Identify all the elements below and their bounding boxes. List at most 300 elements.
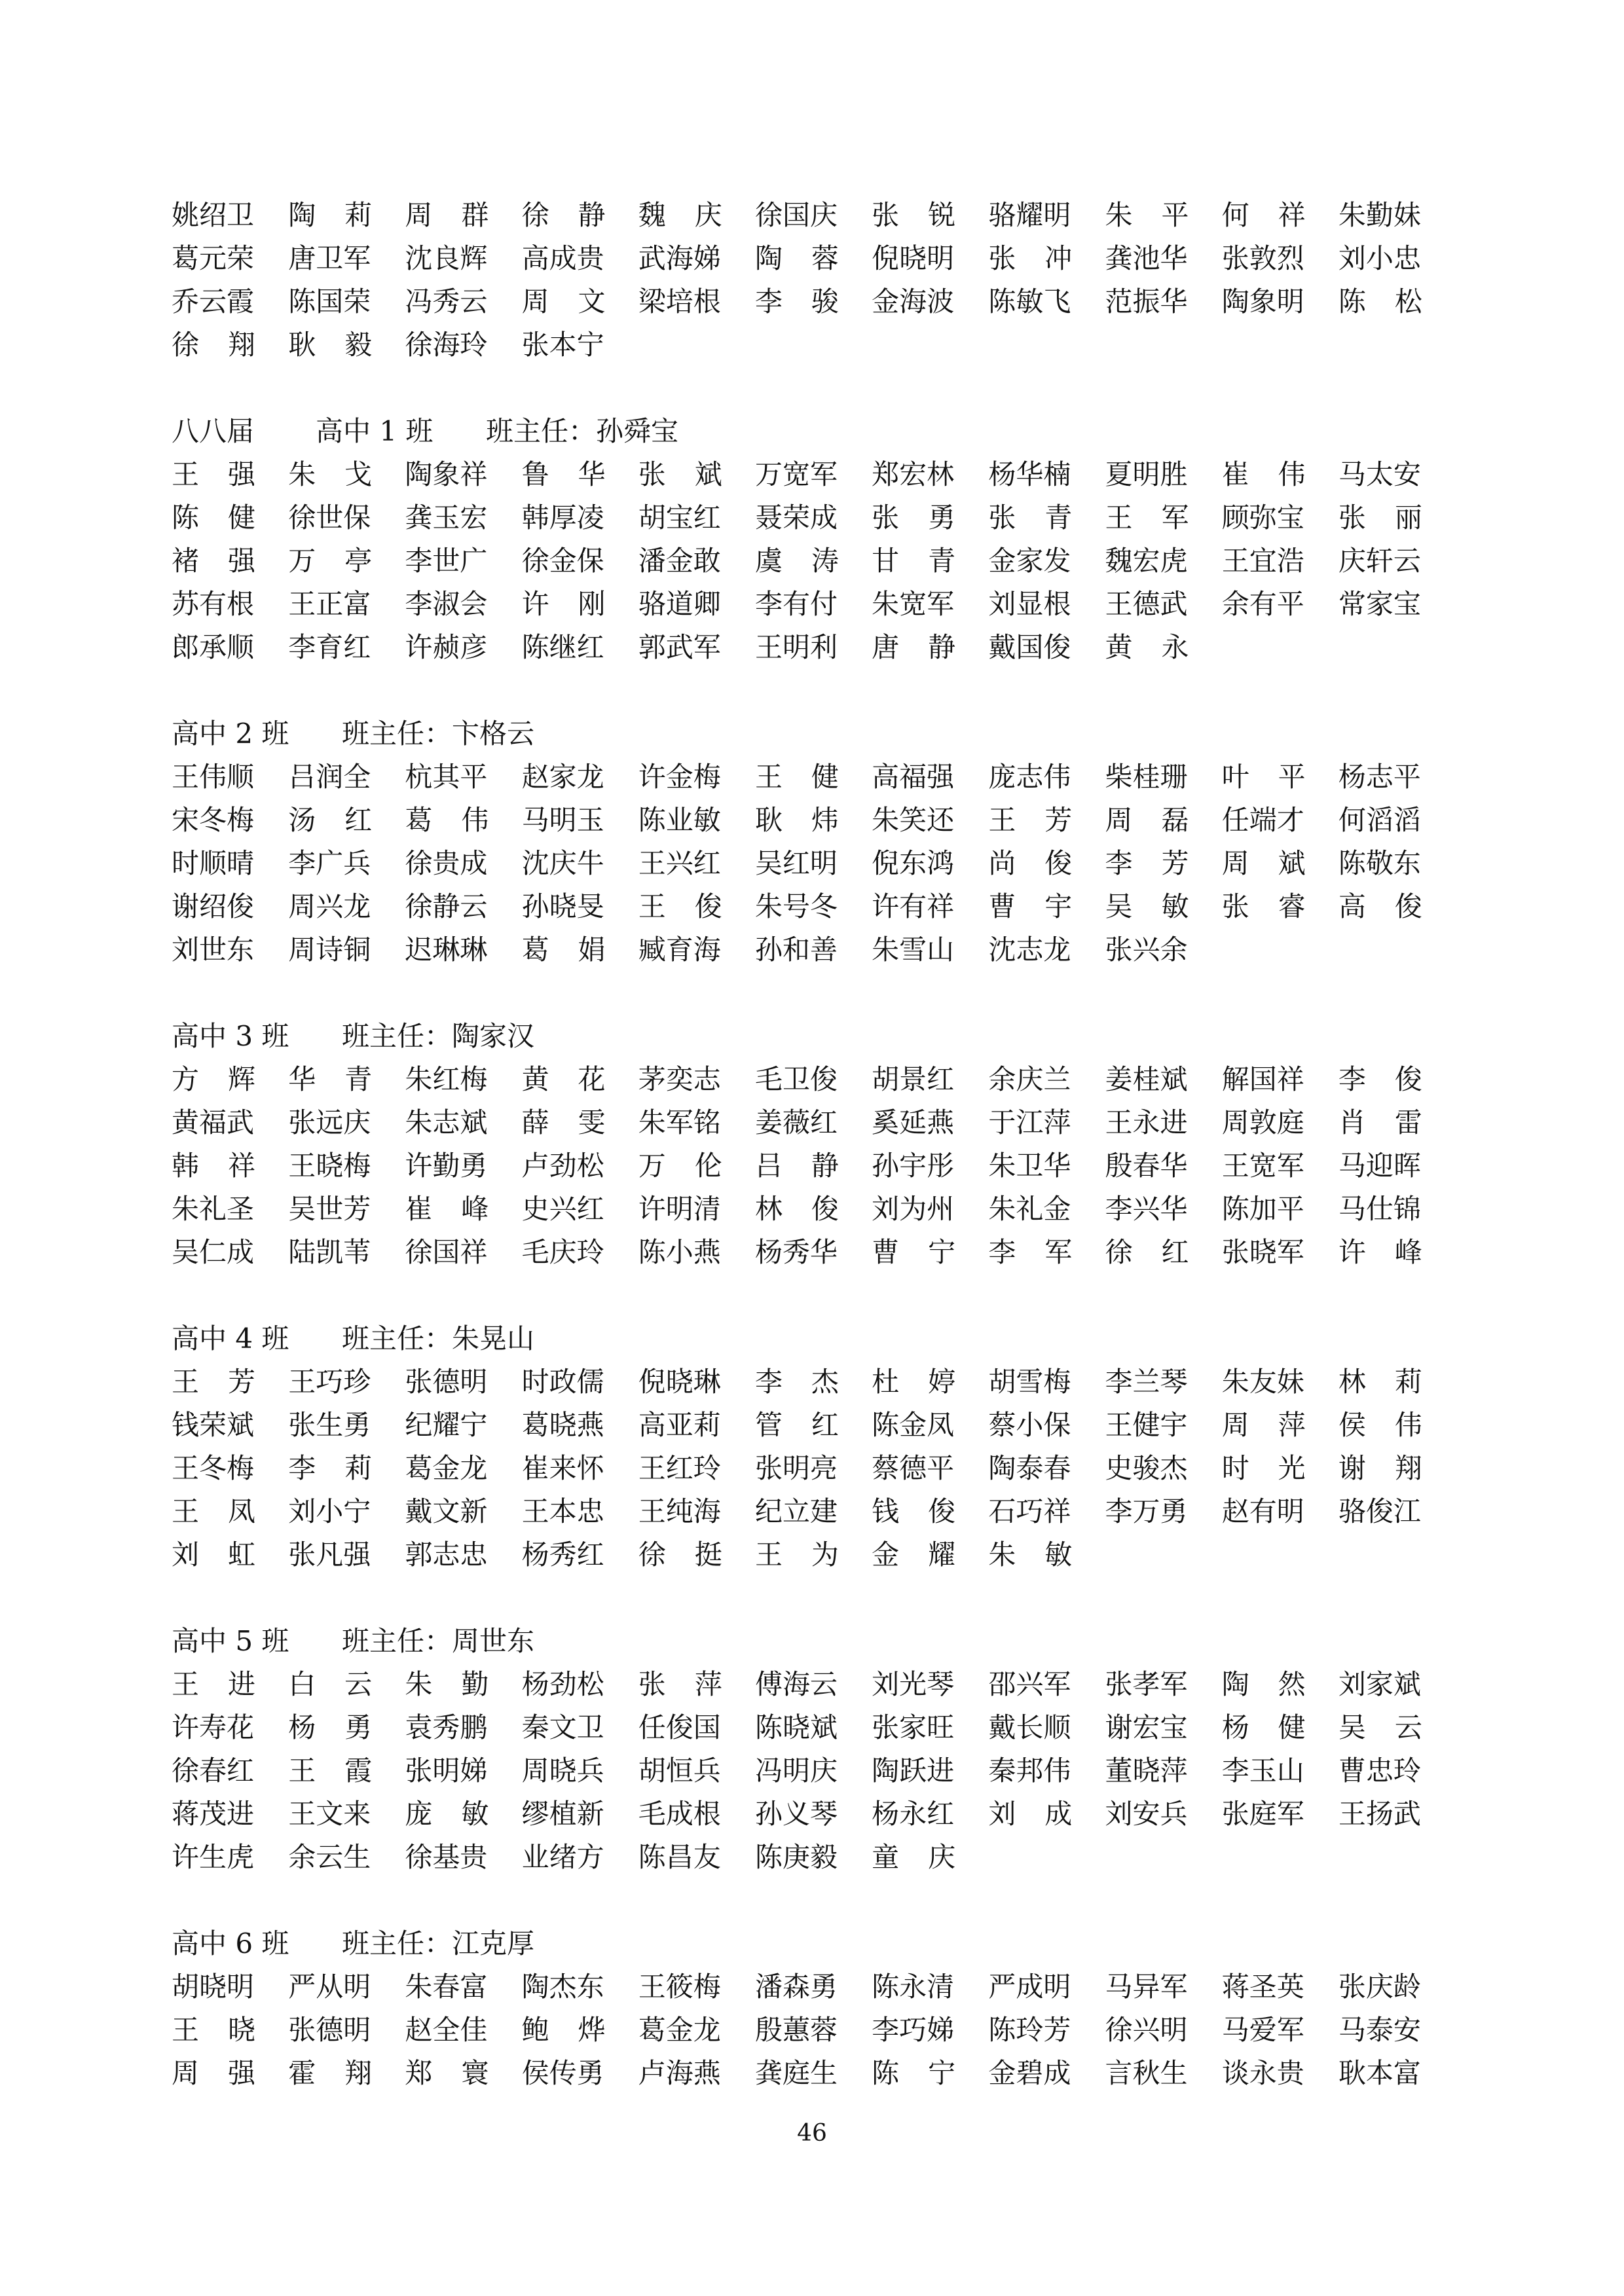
student-name: 奚延燕	[872, 1106, 955, 1139]
student-name: 白 云	[288, 1668, 373, 1700]
student-name: 朱 敏	[988, 1539, 1073, 1571]
student-name: 葛金龙	[638, 2014, 721, 2046]
student-name: 陈敬东	[1338, 847, 1421, 879]
student-name: 许勤勇	[405, 1150, 488, 1182]
name-row	[172, 194, 1455, 237]
student-name: 谢宏宝	[1105, 1711, 1188, 1743]
name-row	[172, 1188, 1455, 1231]
student-name: 侯 伟	[1338, 1409, 1422, 1441]
student-name: 冯明庆	[754, 1755, 838, 1787]
student-name: 周敦庭	[1221, 1106, 1304, 1139]
student-name: 陈敏飞	[988, 285, 1071, 318]
student-name: 李育红	[288, 631, 371, 663]
student-name: 赵家龙	[521, 761, 604, 793]
head-teacher: 班主任：孙舜宝	[486, 415, 679, 447]
student-name: 吴世芳	[288, 1193, 371, 1225]
student-name: 戴长顺	[988, 1711, 1071, 1743]
student-name: 庆轩云	[1338, 545, 1421, 577]
student-name: 毛卫俊	[754, 1063, 838, 1095]
student-name: 葛晓燕	[521, 1409, 604, 1441]
student-name: 陶泰春	[988, 1452, 1071, 1484]
student-name: 王 为	[754, 1539, 839, 1571]
name-row	[172, 1533, 1455, 1576]
student-name: 王正富	[288, 588, 371, 620]
student-name: 余庆兰	[988, 1063, 1071, 1095]
student-name: 解国祥	[1221, 1063, 1304, 1095]
student-name: 业绪方	[521, 1841, 604, 1873]
student-name: 魏 庆	[638, 199, 722, 231]
name-row	[172, 1663, 1455, 1706]
name-row	[172, 756, 1455, 799]
student-name: 毛庆玲	[521, 1236, 604, 1268]
student-name: 张生勇	[288, 1409, 371, 1441]
student-name: 林 莉	[1338, 1366, 1422, 1398]
student-name: 葛元荣	[172, 242, 255, 274]
student-name: 倪东鸿	[872, 847, 955, 879]
student-name: 耿本富	[1338, 2057, 1421, 2089]
student-name: 张 勇	[872, 501, 956, 534]
graduation-year: 八八届	[172, 415, 255, 447]
student-name: 陈金凤	[872, 1409, 955, 1441]
student-name: 王宽军	[1221, 1150, 1304, 1182]
student-name: 周 强	[172, 2057, 255, 2089]
student-name: 朱志斌	[405, 1106, 488, 1139]
student-name: 张德明	[288, 2014, 371, 2046]
student-name: 刘小宁	[288, 1495, 371, 1527]
student-name: 王晓梅	[288, 1150, 371, 1182]
student-name: 吕 静	[754, 1150, 839, 1182]
student-name: 时 光	[1221, 1452, 1306, 1484]
student-name: 郎承顺	[172, 631, 255, 663]
name-roster	[172, 194, 1455, 2095]
student-name: 宋冬梅	[172, 804, 255, 836]
class-name: 高中 3 班	[172, 1020, 289, 1052]
student-name: 胡景红	[872, 1063, 955, 1095]
student-name: 殷春华	[1105, 1150, 1188, 1182]
student-name: 刘 成	[988, 1798, 1073, 1830]
student-name: 管 红	[754, 1409, 839, 1441]
student-name: 张敦烈	[1221, 242, 1304, 274]
student-name: 刘家斌	[1338, 1668, 1421, 1700]
student-name: 徐基贵	[405, 1841, 488, 1873]
student-name: 霍 翔	[288, 2057, 373, 2089]
student-name: 杨秀华	[754, 1236, 838, 1268]
name-row	[172, 626, 1455, 669]
student-name: 龚玉宏	[405, 501, 488, 534]
class-name: 高中 6 班	[172, 1927, 289, 1959]
student-name: 胡雪梅	[988, 1366, 1071, 1398]
student-name: 曹忠玲	[1338, 1755, 1421, 1787]
student-name: 史骏杰	[1105, 1452, 1188, 1484]
student-name: 马异军	[1105, 1971, 1188, 2003]
student-name: 郭志忠	[405, 1539, 488, 1571]
student-name: 陈昌友	[638, 1841, 721, 1873]
student-name: 侯传勇	[521, 2057, 604, 2089]
section-gap	[172, 1576, 1455, 1620]
student-name: 高亚莉	[638, 1409, 721, 1441]
student-name: 王 霞	[288, 1755, 373, 1787]
student-name: 万 亭	[288, 545, 373, 577]
student-name: 于江萍	[988, 1106, 1071, 1139]
student-name: 陶 蓉	[754, 242, 839, 274]
student-name: 陈 松	[1338, 285, 1422, 318]
student-name: 刘世东	[172, 934, 255, 966]
student-name: 王 芳	[988, 804, 1073, 836]
student-name: 刘 虹	[172, 1539, 255, 1571]
student-name: 潘森勇	[754, 1971, 838, 2003]
name-row	[172, 1490, 1455, 1533]
student-name: 马泰安	[1338, 2014, 1421, 2046]
student-name: 万 伦	[638, 1150, 722, 1182]
student-name: 庞志伟	[988, 761, 1071, 793]
name-row	[172, 1144, 1455, 1188]
student-name: 陆凯苇	[288, 1236, 371, 1268]
student-name: 迟琳琳	[405, 934, 488, 966]
student-name: 徐国庆	[754, 199, 838, 231]
student-name: 高 俊	[1338, 890, 1422, 922]
student-name: 李 骏	[754, 285, 839, 318]
student-name: 董晓萍	[1105, 1755, 1188, 1787]
student-name: 徐 红	[1105, 1236, 1189, 1268]
name-row	[172, 280, 1455, 323]
student-name: 张 锐	[872, 199, 956, 231]
student-name: 朱友妹	[1221, 1366, 1304, 1398]
student-name: 虞 涛	[754, 545, 839, 577]
student-name: 庞 敏	[405, 1798, 489, 1830]
student-name: 时顺晴	[172, 847, 255, 879]
student-name: 刘为州	[872, 1193, 955, 1225]
student-name: 谢绍俊	[172, 890, 255, 922]
student-name: 金家发	[988, 545, 1071, 577]
student-name: 陶 然	[1221, 1668, 1306, 1700]
student-name: 万宽军	[754, 458, 838, 490]
student-name: 李万勇	[1105, 1495, 1188, 1527]
student-name: 杭其平	[405, 761, 488, 793]
student-name: 周 萍	[1221, 1409, 1306, 1441]
student-name: 柴桂珊	[1105, 761, 1188, 793]
student-name: 王永进	[1105, 1106, 1188, 1139]
student-name: 高福强	[872, 761, 955, 793]
student-name: 朱 戈	[288, 458, 373, 490]
student-name: 郭武军	[638, 631, 721, 663]
student-name: 胡宝红	[638, 501, 721, 534]
student-name: 王巧珍	[288, 1366, 371, 1398]
student-name: 王本忠	[521, 1495, 604, 1527]
student-name: 周 斌	[1221, 847, 1306, 879]
head-teacher: 班主任：陶家汉	[342, 1020, 535, 1052]
student-name: 王德武	[1105, 588, 1188, 620]
section-gap	[172, 669, 1455, 712]
student-name: 杨 勇	[288, 1711, 373, 1743]
name-row	[172, 2009, 1455, 2052]
student-name: 王扬武	[1338, 1798, 1421, 1830]
student-name: 骆道卿	[638, 588, 721, 620]
student-name: 鲁 华	[521, 458, 606, 490]
student-name: 钱 俊	[872, 1495, 956, 1527]
student-name: 许 刚	[521, 588, 606, 620]
student-name: 王 军	[1105, 501, 1189, 534]
page-number: 46	[797, 2120, 827, 2147]
student-name: 徐贵成	[405, 847, 488, 879]
student-name: 张 青	[988, 501, 1073, 534]
section-gap	[172, 1274, 1455, 1317]
student-name: 魏宏虎	[1105, 545, 1188, 577]
student-name: 王 健	[754, 761, 839, 793]
student-name: 朱雪山	[872, 934, 955, 966]
student-name: 张孝军	[1105, 1668, 1188, 1700]
student-name: 黄 花	[521, 1063, 606, 1095]
student-name: 严成明	[988, 1971, 1071, 2003]
student-name: 韩厚凌	[521, 501, 604, 534]
student-name: 龚池华	[1105, 242, 1188, 274]
name-row	[172, 1965, 1455, 2009]
student-name: 李 莉	[288, 1452, 373, 1484]
student-name: 马太安	[1338, 458, 1421, 490]
student-name: 余有平	[1221, 588, 1304, 620]
student-name: 孙宇彤	[872, 1150, 955, 1182]
student-name: 姜桂斌	[1105, 1063, 1188, 1095]
student-name: 李兴华	[1105, 1193, 1188, 1225]
student-name: 陈业敏	[638, 804, 721, 836]
student-name: 许生虎	[172, 1841, 255, 1873]
student-name: 范振华	[1105, 285, 1188, 318]
student-name: 张明娣	[405, 1755, 488, 1787]
student-name: 李 芳	[1105, 847, 1189, 879]
student-name: 耿 炜	[754, 804, 839, 836]
student-name: 徐海玲	[405, 329, 488, 361]
student-name: 潘金敢	[638, 545, 721, 577]
student-name: 朱春富	[405, 1971, 488, 2003]
student-name: 郑宏林	[872, 458, 955, 490]
student-name: 徐世保	[288, 501, 371, 534]
student-name: 赵全佳	[405, 2014, 488, 2046]
name-row	[172, 496, 1455, 539]
student-name: 李淑会	[405, 588, 488, 620]
student-name: 朱卫华	[988, 1150, 1071, 1182]
student-name: 曹 宇	[988, 890, 1073, 922]
student-name: 刘显根	[988, 588, 1071, 620]
student-name: 朱 勤	[405, 1668, 489, 1700]
student-name: 许 峰	[1338, 1236, 1422, 1268]
student-name: 孙晓旻	[521, 890, 604, 922]
student-name: 孙义琴	[754, 1798, 838, 1830]
student-name: 马迎晖	[1338, 1150, 1421, 1182]
student-name: 李 杰	[754, 1366, 839, 1398]
student-name: 倪晓琳	[638, 1366, 721, 1398]
student-name: 聂荣成	[754, 501, 838, 534]
student-name: 张庆龄	[1338, 1971, 1421, 2003]
student-name: 王纯海	[638, 1495, 721, 1527]
student-name: 周晓兵	[521, 1755, 604, 1787]
student-name: 金 耀	[872, 1539, 956, 1571]
student-name: 李世广	[405, 545, 488, 577]
name-row	[172, 1447, 1455, 1490]
student-name: 林 俊	[754, 1193, 839, 1225]
student-name: 曹 宁	[872, 1236, 956, 1268]
student-name: 任俊国	[638, 1711, 721, 1743]
student-name: 肖 雷	[1338, 1106, 1422, 1139]
name-row	[172, 928, 1455, 972]
student-name: 李有付	[754, 588, 838, 620]
student-name: 姜薇红	[754, 1106, 838, 1139]
student-name: 蒋圣英	[1221, 1971, 1304, 2003]
student-name: 沈志龙	[988, 934, 1071, 966]
student-name: 朱笑还	[872, 804, 955, 836]
student-name: 言秋生	[1105, 2057, 1188, 2089]
student-name: 马仕锦	[1338, 1193, 1421, 1225]
student-name: 骆俊江	[1338, 1495, 1421, 1527]
student-name: 徐 翔	[172, 329, 255, 361]
name-row	[172, 1101, 1455, 1144]
student-name: 周诗铜	[288, 934, 371, 966]
student-name: 张凡强	[288, 1539, 371, 1571]
class-name: 高中 5 班	[172, 1625, 289, 1657]
student-name: 张 睿	[1221, 890, 1306, 922]
student-name: 赵有明	[1221, 1495, 1304, 1527]
student-name: 张德明	[405, 1366, 488, 1398]
student-name: 袁秀鹏	[405, 1711, 488, 1743]
section-gap	[172, 972, 1455, 1015]
student-name: 李广兵	[288, 847, 371, 879]
student-name: 沈良辉	[405, 242, 488, 274]
name-row	[172, 237, 1455, 280]
name-row	[172, 453, 1455, 496]
student-name: 徐静云	[405, 890, 488, 922]
student-name: 陈庚毅	[754, 1841, 838, 1873]
student-name: 龚庭生	[754, 2057, 838, 2089]
name-row	[172, 539, 1455, 583]
student-name: 臧育海	[638, 934, 721, 966]
student-name: 崔来怀	[521, 1452, 604, 1484]
student-name: 蔡德平	[872, 1452, 955, 1484]
student-name: 王伟顺	[172, 761, 255, 793]
student-name: 张兴余	[1105, 934, 1188, 966]
student-name: 胡晓明	[172, 1971, 255, 2003]
student-name: 朱礼圣	[172, 1193, 255, 1225]
student-name: 陶 莉	[288, 199, 373, 231]
student-name: 徐金保	[521, 545, 604, 577]
student-name: 陶杰东	[521, 1971, 604, 2003]
student-name: 杨永红	[872, 1798, 955, 1830]
student-name: 陶跃进	[872, 1755, 955, 1787]
student-name: 朱宽军	[872, 588, 955, 620]
student-name: 张本宁	[521, 329, 604, 361]
student-name: 甘 青	[872, 545, 956, 577]
student-name: 常家宝	[1338, 588, 1421, 620]
student-name: 郑 寰	[405, 2057, 489, 2089]
head-teacher: 班主任：卞格云	[342, 718, 535, 750]
name-row	[172, 1793, 1455, 1836]
name-row	[172, 1706, 1455, 1749]
student-name: 徐春红	[172, 1755, 255, 1787]
student-name: 王 凤	[172, 1495, 255, 1527]
student-name: 张 丽	[1338, 501, 1422, 534]
class-header	[172, 712, 1455, 756]
student-name: 王宜浩	[1221, 545, 1304, 577]
student-name: 王明利	[754, 631, 838, 663]
student-name: 倪晓明	[872, 242, 955, 274]
student-name: 尚 俊	[988, 847, 1073, 879]
student-name: 吴 敏	[1105, 890, 1189, 922]
student-name: 刘小忠	[1338, 242, 1421, 274]
name-row	[172, 1360, 1455, 1404]
student-name: 张庭军	[1221, 1798, 1304, 1830]
student-name: 许寿花	[172, 1711, 255, 1743]
student-name: 杨秀红	[521, 1539, 604, 1571]
student-name: 秦邦伟	[988, 1755, 1071, 1787]
student-name: 唐 静	[872, 631, 956, 663]
student-name: 王 进	[172, 1668, 255, 1700]
student-name: 何滔滔	[1338, 804, 1421, 836]
student-name: 杨 健	[1221, 1711, 1306, 1743]
student-name: 黄 永	[1105, 631, 1189, 663]
student-name: 王文来	[288, 1798, 371, 1830]
student-name: 徐 挺	[638, 1539, 722, 1571]
student-name: 陈永清	[872, 1971, 955, 2003]
student-name: 周兴龙	[288, 890, 371, 922]
student-name: 史兴红	[521, 1193, 604, 1225]
student-name: 王 晓	[172, 2014, 255, 2046]
student-name: 王 芳	[172, 1366, 255, 1398]
name-row	[172, 1749, 1455, 1793]
student-name: 高成贵	[521, 242, 604, 274]
student-name: 朱红梅	[405, 1063, 488, 1095]
student-name: 蒋茂进	[172, 1798, 255, 1830]
student-name: 张 冲	[988, 242, 1073, 274]
name-row	[172, 1404, 1455, 1447]
student-name: 刘安兵	[1105, 1798, 1188, 1830]
student-name: 李巧娣	[872, 2014, 955, 2046]
student-name: 黄福武	[172, 1106, 255, 1139]
name-row	[172, 323, 1455, 367]
student-name: 谈永贵	[1221, 2057, 1304, 2089]
class-header	[172, 1317, 1455, 1360]
student-name: 纪立建	[754, 1495, 838, 1527]
student-name: 叶 平	[1221, 761, 1306, 793]
student-name: 马爱军	[1221, 2014, 1304, 2046]
student-name: 周 磊	[1105, 804, 1189, 836]
head-teacher: 班主任：周世东	[342, 1625, 535, 1657]
student-name: 朱号冬	[754, 890, 838, 922]
student-name: 许明清	[638, 1193, 721, 1225]
student-name: 缪植新	[521, 1798, 604, 1830]
student-name: 谢 翔	[1338, 1452, 1422, 1484]
student-name: 褚 强	[172, 545, 255, 577]
student-name: 童 庆	[872, 1841, 956, 1873]
student-name: 戴国俊	[988, 631, 1071, 663]
class-header	[172, 410, 1455, 453]
student-name: 张 斌	[638, 458, 722, 490]
student-name: 张远庆	[288, 1106, 371, 1139]
student-name: 张 萍	[638, 1668, 722, 1700]
class-header	[172, 1922, 1455, 1965]
name-row	[172, 1058, 1455, 1101]
student-name: 徐 静	[521, 199, 606, 231]
student-name: 骆耀明	[988, 199, 1071, 231]
student-name: 陶象祥	[405, 458, 488, 490]
head-teacher: 班主任：朱晃山	[342, 1322, 535, 1355]
student-name: 唐卫军	[288, 242, 371, 274]
student-name: 张家旺	[872, 1711, 955, 1743]
student-name: 陈加平	[1221, 1193, 1304, 1225]
student-name: 许赪彦	[405, 631, 488, 663]
student-name: 王健宇	[1105, 1409, 1188, 1441]
student-name: 吴仁成	[172, 1236, 255, 1268]
student-name: 陈国荣	[288, 285, 371, 318]
student-name: 李兰琴	[1105, 1366, 1188, 1398]
class-header	[172, 1015, 1455, 1058]
student-name: 夏明胜	[1105, 458, 1188, 490]
